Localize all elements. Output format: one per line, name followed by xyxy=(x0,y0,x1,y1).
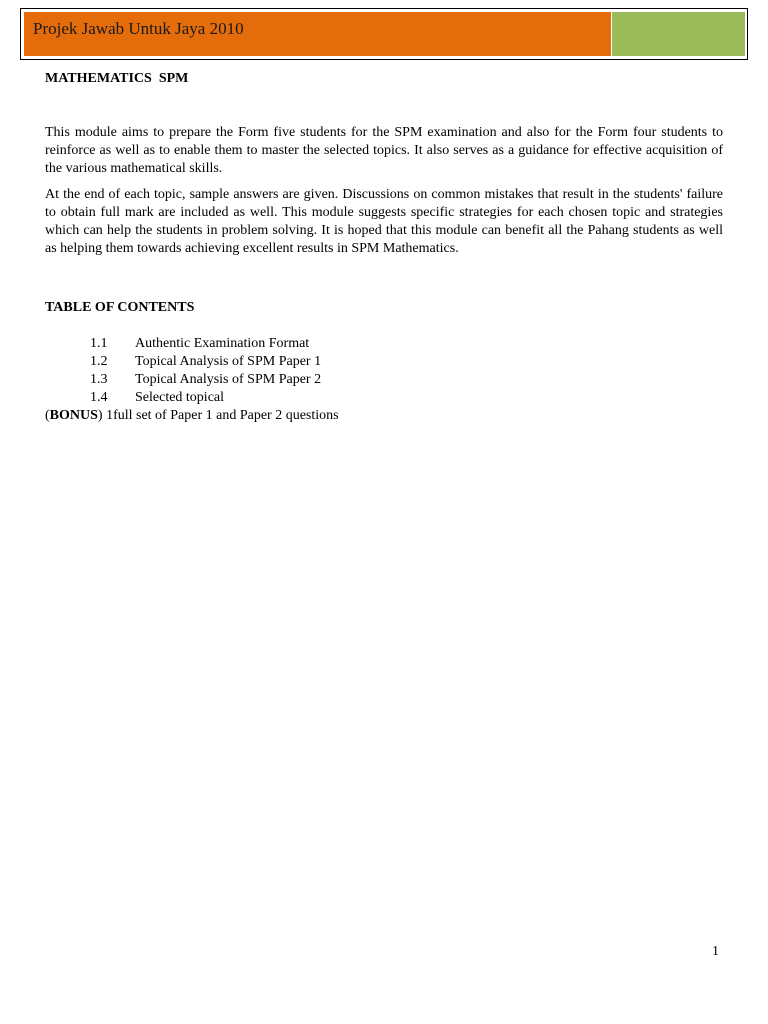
toc-item-number: 1.2 xyxy=(90,354,108,369)
toc-item xyxy=(90,335,321,353)
toc-item-number: 1.1 xyxy=(90,336,108,351)
header-banner xyxy=(20,8,748,60)
bonus-line xyxy=(45,407,339,425)
toc-item-number: 1.3 xyxy=(90,372,108,387)
toc-item xyxy=(90,371,321,389)
bonus-open-paren: ( xyxy=(45,408,50,423)
header-accent-block xyxy=(612,12,745,56)
toc-item-label: Selected topical xyxy=(135,390,225,405)
bonus-label: BONUS xyxy=(49,408,98,423)
bonus-text: ) 1full set of Paper 1 and Paper 2 questions xyxy=(97,408,339,423)
toc-item xyxy=(90,389,321,407)
toc-item xyxy=(90,353,321,371)
toc-heading: TABLE OF CONTENTS xyxy=(45,300,195,315)
toc-item-label: Topical Analysis of SPM Paper 2 xyxy=(135,372,322,387)
toc-item-number: 1.4 xyxy=(90,390,108,405)
page-number: 1 xyxy=(712,944,719,959)
toc-item-label: Topical Analysis of SPM Paper 1 xyxy=(135,354,322,369)
document-title: MATHEMATICS SPM xyxy=(45,71,189,86)
toc-list xyxy=(90,335,321,407)
header-title: Projek Jawab Untuk Jaya 2010 xyxy=(33,19,244,38)
header-title-bar xyxy=(24,12,611,56)
description-paragraph: At the end of each topic, sample answers are given. Discussions on common mistakes that result in the students' failure to obtain full mark are included as well. This module suggests specific strategies for each chosen topic and strategies which can help the students in problem solving. It is hoped that this module can benefit all the Pahang students as well as helping them towards achieving excellent results in SPM Mathematics. xyxy=(45,187,723,256)
intro-paragraph: This module aims to prepare the Form five students for the SPM examination and also for the Form four students to reinforce as well as to enable them to master the selected topics. It also serves as a guidance for effective acquisition of the various mathematical skills. xyxy=(45,125,723,176)
toc-item-label: Authentic Examination Format xyxy=(135,336,310,351)
